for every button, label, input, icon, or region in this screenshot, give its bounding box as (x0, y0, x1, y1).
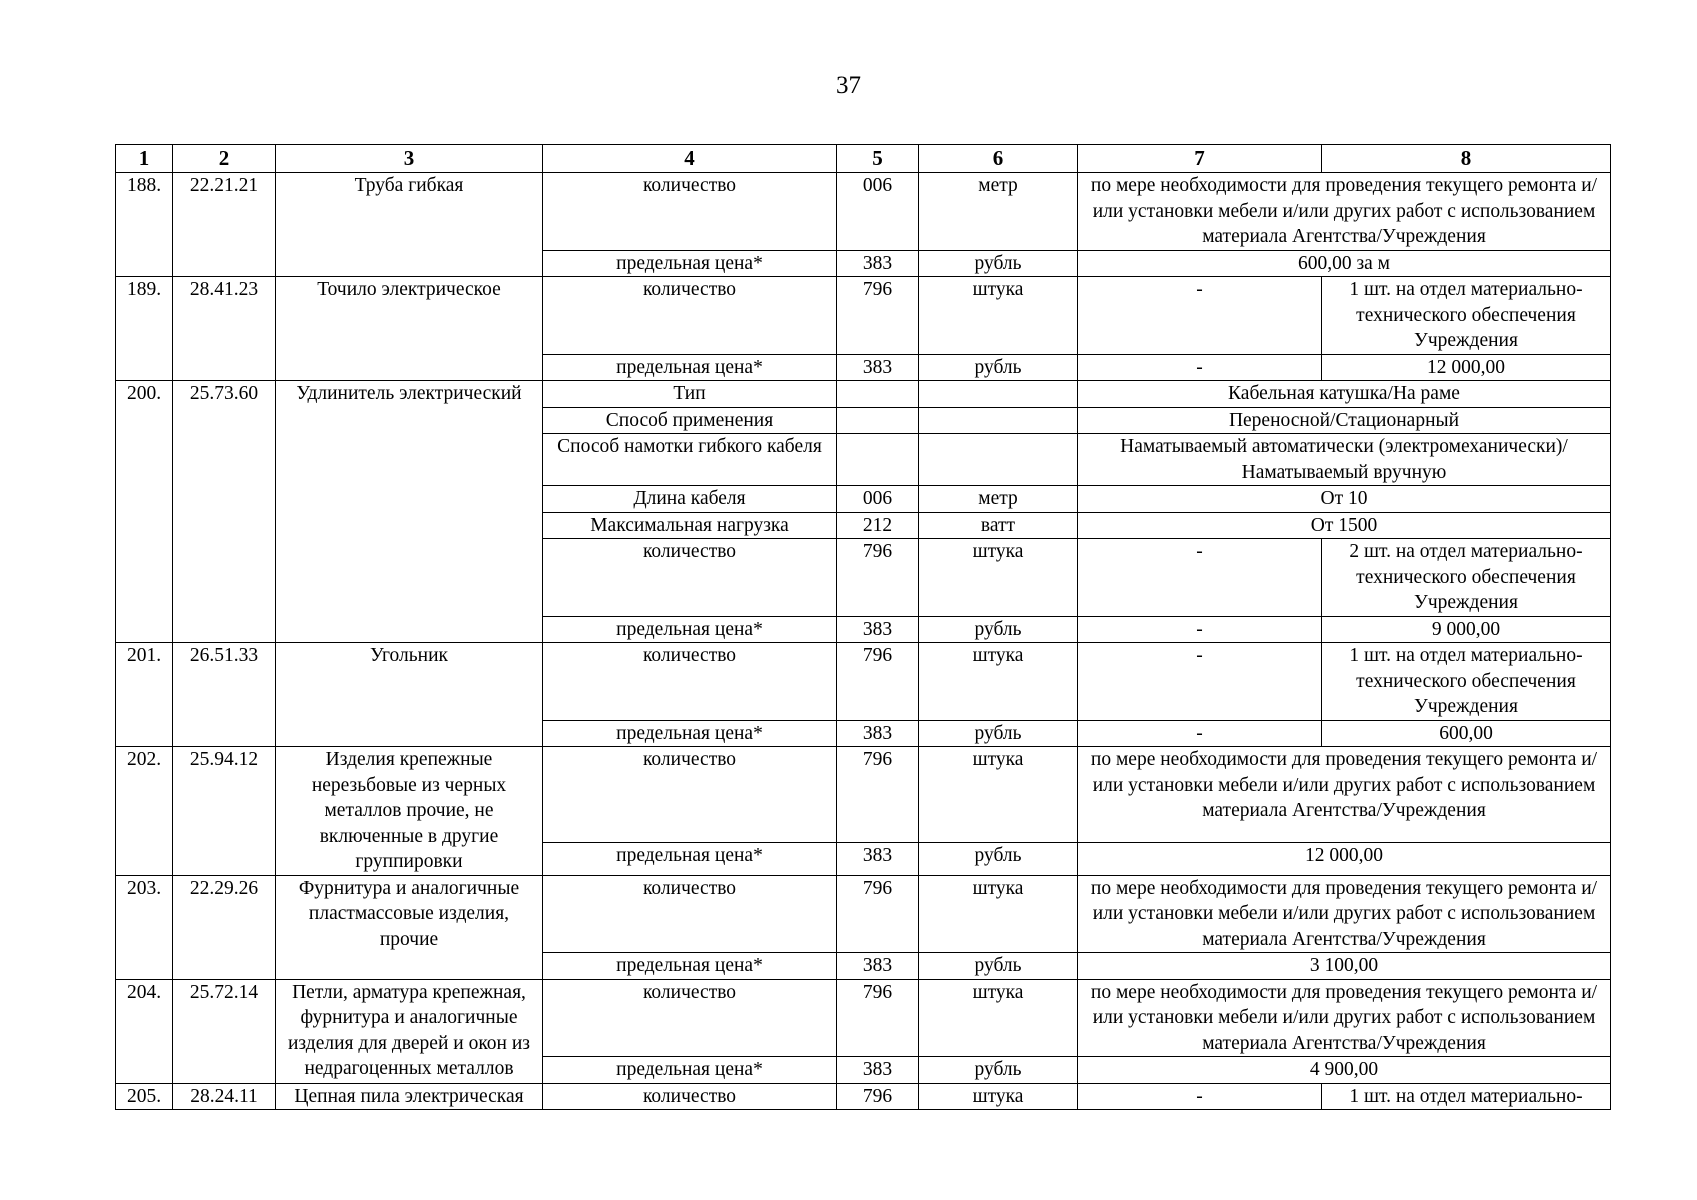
row-number: 189. (116, 277, 173, 381)
unit: штука (919, 747, 1078, 843)
row-number: 200. (116, 381, 173, 643)
value-col8: 12 000,00 (1322, 354, 1611, 381)
table-row (116, 381, 1611, 408)
okei-code: 383 (837, 250, 919, 277)
okpd-code: 25.73.60 (173, 381, 276, 643)
okei-code: 796 (837, 979, 919, 1057)
col-header-4: 4 (543, 145, 837, 173)
unit: рубль (919, 354, 1078, 381)
parameter: Способ применения (543, 407, 837, 434)
okei-code: 212 (837, 512, 919, 539)
value-merged: 3 100,00 (1078, 953, 1611, 980)
value-col8: 1 шт. на отдел материально- (1322, 1083, 1611, 1110)
col-header-5: 5 (837, 145, 919, 173)
okei-code: 383 (837, 842, 919, 875)
okei-code: 796 (837, 277, 919, 355)
parameter: количество (543, 979, 837, 1057)
table-row (116, 979, 1611, 1057)
parameter: количество (543, 747, 837, 843)
parameter: количество (543, 173, 837, 251)
unit: ватт (919, 512, 1078, 539)
okpd-code: 26.51.33 (173, 643, 276, 747)
okpd-code: 22.21.21 (173, 173, 276, 277)
okei-code: 383 (837, 720, 919, 747)
value-col7: - (1078, 1083, 1322, 1110)
unit: штука (919, 539, 1078, 617)
parameter: количество (543, 277, 837, 355)
header-row (116, 145, 1611, 173)
table-row (116, 747, 1611, 843)
item-name: Цепная пила электрическая (276, 1083, 543, 1110)
unit: рубль (919, 720, 1078, 747)
okei-code: 006 (837, 486, 919, 513)
table-row (116, 875, 1611, 953)
parameter: Максимальная нагрузка (543, 512, 837, 539)
item-name: Угольник (276, 643, 543, 747)
value-merged: по мере необходимости для проведения текущего ремонта и/или установки мебели и/или других работ с использованием материала Агентства/Учреждения (1078, 875, 1611, 953)
value-merged: 12 000,00 (1078, 842, 1611, 875)
table-row (116, 1083, 1611, 1110)
row-number: 202. (116, 747, 173, 876)
okpd-code: 25.72.14 (173, 979, 276, 1083)
okei-code: 796 (837, 1083, 919, 1110)
value-col7: - (1078, 539, 1322, 617)
value-merged: От 1500 (1078, 512, 1611, 539)
value-col8: 1 шт. на отдел материально-технического обеспечения Учреждения (1322, 277, 1611, 355)
table-row (116, 173, 1611, 251)
okei-code: 383 (837, 616, 919, 643)
parameter: Тип (543, 381, 837, 408)
item-name: Точило электрическое (276, 277, 543, 381)
okei-code: 796 (837, 643, 919, 721)
value-col7: - (1078, 643, 1322, 721)
col-header-2: 2 (173, 145, 276, 173)
unit: штука (919, 979, 1078, 1057)
item-name: Петли, арматура крепежная, фурнитура и аналогичные изделия для дверей и окон из недрагоценных металлов (276, 979, 543, 1083)
unit: рубль (919, 953, 1078, 980)
unit: метр (919, 486, 1078, 513)
parameter: количество (543, 875, 837, 953)
value-merged: по мере необходимости для проведения текущего ремонта и/или установки мебели и/или других работ с использованием материала Агентства/Учреждения (1078, 979, 1611, 1057)
row-number: 204. (116, 979, 173, 1083)
value-col8: 9 000,00 (1322, 616, 1611, 643)
unit: рубль (919, 842, 1078, 875)
okei-code (837, 381, 919, 408)
item-name: Изделия крепежные нерезьбовые из черных металлов прочие, не включенные в другие группировки (276, 747, 543, 876)
parameter: предельная цена* (543, 354, 837, 381)
requirements-table (115, 144, 1611, 1110)
value-col8: 600,00 (1322, 720, 1611, 747)
unit: штука (919, 643, 1078, 721)
okei-code: 796 (837, 747, 919, 843)
okei-code (837, 434, 919, 486)
col-header-7: 7 (1078, 145, 1322, 173)
unit: метр (919, 173, 1078, 251)
value-merged: От 10 (1078, 486, 1611, 513)
unit (919, 434, 1078, 486)
item-name: Труба гибкая (276, 173, 543, 277)
value-merged: Кабельная катушка/На раме (1078, 381, 1611, 408)
table-row (116, 277, 1611, 355)
value-merged: 600,00 за м (1078, 250, 1611, 277)
value-merged: 4 900,00 (1078, 1057, 1611, 1084)
unit: штука (919, 875, 1078, 953)
col-header-6: 6 (919, 145, 1078, 173)
item-name: Удлинитель электрический (276, 381, 543, 643)
okpd-code: 28.41.23 (173, 277, 276, 381)
parameter: предельная цена* (543, 1057, 837, 1084)
value-col7: - (1078, 720, 1322, 747)
parameter: предельная цена* (543, 616, 837, 643)
value-col7: - (1078, 277, 1322, 355)
value-col8: 2 шт. на отдел материально-технического обеспечения Учреждения (1322, 539, 1611, 617)
okei-code: 383 (837, 1057, 919, 1084)
parameter: количество (543, 643, 837, 721)
unit: рубль (919, 1057, 1078, 1084)
okpd-code: 22.29.26 (173, 875, 276, 979)
okei-code: 796 (837, 539, 919, 617)
value-merged: по мере необходимости для проведения текущего ремонта и/или установки мебели и/или других работ с использованием материала Агентства/Учреждения (1078, 747, 1611, 843)
unit: штука (919, 277, 1078, 355)
row-number: 203. (116, 875, 173, 979)
col-header-1: 1 (116, 145, 173, 173)
unit (919, 407, 1078, 434)
row-number: 188. (116, 173, 173, 277)
row-number: 205. (116, 1083, 173, 1110)
value-merged: по мере необходимости для проведения текущего ремонта и/или установки мебели и/или других работ с использованием материала Агентства/Учреждения (1078, 173, 1611, 251)
parameter: предельная цена* (543, 250, 837, 277)
unit: штука (919, 1083, 1078, 1110)
col-header-3: 3 (276, 145, 543, 173)
unit: рубль (919, 250, 1078, 277)
parameter: Способ намотки гибкого кабеля (543, 434, 837, 486)
unit (919, 381, 1078, 408)
item-name: Фурнитура и аналогичные пластмассовые изделия, прочие (276, 875, 543, 979)
value-merged: Переносной/Стационарный (1078, 407, 1611, 434)
okei-code (837, 407, 919, 434)
page-number: 37 (836, 72, 861, 99)
parameter: предельная цена* (543, 842, 837, 875)
col-header-8: 8 (1322, 145, 1611, 173)
table-row (116, 643, 1611, 721)
parameter: количество (543, 1083, 837, 1110)
value-col8: 1 шт. на отдел материально-технического обеспечения Учреждения (1322, 643, 1611, 721)
value-merged: Наматываемый автоматически (электромеханически)/ Наматываемый вручную (1078, 434, 1611, 486)
value-col7: - (1078, 616, 1322, 643)
okpd-code: 28.24.11 (173, 1083, 276, 1110)
unit: рубль (919, 616, 1078, 643)
okpd-code: 25.94.12 (173, 747, 276, 876)
okei-code: 796 (837, 875, 919, 953)
parameter: Длина кабеля (543, 486, 837, 513)
value-col7: - (1078, 354, 1322, 381)
okei-code: 383 (837, 953, 919, 980)
okei-code: 383 (837, 354, 919, 381)
parameter: количество (543, 539, 837, 617)
parameter: предельная цена* (543, 720, 837, 747)
okei-code: 006 (837, 173, 919, 251)
row-number: 201. (116, 643, 173, 747)
parameter: предельная цена* (543, 953, 837, 980)
